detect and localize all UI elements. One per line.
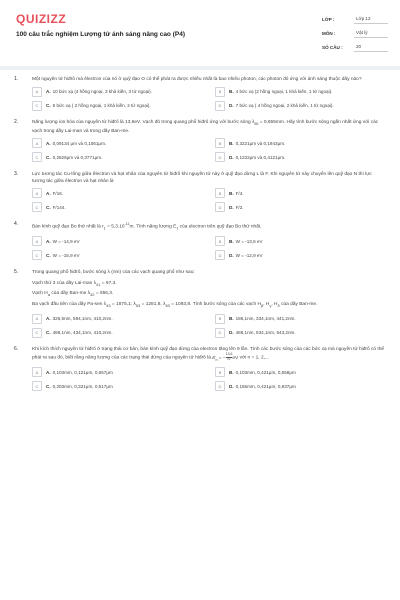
option-text: W = -14,9 eV bbox=[52, 238, 80, 244]
option-checkbox[interactable]: B bbox=[215, 188, 225, 198]
question-number: 4. bbox=[14, 220, 19, 227]
option-letter: D. bbox=[229, 103, 234, 108]
option-letter: A. bbox=[46, 238, 51, 244]
energy-formula: $E_n$ = − $\frac{13,6}{\text{n²}}$ eV bbox=[212, 352, 239, 362]
question-number: 3. bbox=[14, 170, 19, 177]
option-letter: B. bbox=[229, 89, 234, 94]
question-list bbox=[0, 76, 400, 400]
option-checkbox[interactable]: D bbox=[215, 328, 225, 338]
option-c[interactable] bbox=[32, 101, 203, 110]
meta-value: 20 bbox=[354, 42, 388, 52]
option-checkbox[interactable]: A bbox=[32, 87, 42, 97]
option-b[interactable] bbox=[215, 314, 386, 323]
option-b[interactable] bbox=[215, 139, 386, 148]
option-d[interactable] bbox=[215, 153, 386, 162]
meta-row-count bbox=[322, 40, 388, 54]
question-number: 5. bbox=[14, 268, 19, 275]
option-d[interactable] bbox=[215, 101, 386, 110]
option-text: 186,1nm, 334,1nm, 441,2nm. bbox=[235, 316, 296, 322]
question-text: Một nguyên tử hiđrô mà êlectron của nó ở quỹ đạo O có thể phát ra được nhiều nhất là bao nhiêu photon, các photon đó ứng với ánh sáng thuộc dãy nào? bbox=[32, 77, 362, 82]
question-line: Vạch $H_\alpha$ của dãy Ban-me $\lambda_{32} = 656,3$. bbox=[32, 291, 114, 298]
option-text: 0,09134 μm và 0,1061μm. bbox=[52, 140, 107, 146]
question-6 bbox=[0, 346, 400, 390]
option-checkbox[interactable]: C bbox=[32, 328, 42, 338]
option-checkbox[interactable]: B bbox=[215, 367, 225, 377]
option-text: W = -12,9 eV bbox=[235, 252, 263, 258]
option-checkbox[interactable]: A bbox=[32, 236, 42, 246]
option-checkbox[interactable]: D bbox=[215, 250, 225, 260]
answer-options bbox=[32, 368, 386, 391]
option-checkbox[interactable]: B bbox=[215, 314, 225, 324]
option-letter: A. bbox=[46, 89, 51, 94]
option-d[interactable] bbox=[215, 382, 386, 391]
option-text: 0,2626μm và 0,3771μm. bbox=[52, 154, 103, 160]
meta-value: Vật lý bbox=[354, 28, 388, 38]
option-checkbox[interactable]: C bbox=[32, 152, 42, 162]
question-number: 2. bbox=[14, 119, 19, 125]
option-text: 0,103mm, 0,421μm, 0,558μm bbox=[235, 369, 296, 375]
option-b[interactable] bbox=[215, 189, 386, 198]
option-a[interactable] bbox=[32, 237, 203, 246]
option-letter: B. bbox=[229, 238, 234, 244]
quizizz-logo: QUIZIZZ bbox=[16, 12, 67, 26]
meta-label: SỐ CÂU : bbox=[322, 44, 343, 50]
option-c[interactable] bbox=[32, 382, 203, 391]
option-letter: D. bbox=[229, 204, 234, 210]
option-text: F/4. bbox=[235, 190, 244, 196]
option-letter: A. bbox=[46, 316, 51, 322]
option-letter: C. bbox=[46, 154, 51, 160]
option-checkbox[interactable]: D bbox=[215, 381, 225, 391]
option-text: 7 bức xạ ( 4 hồng ngoại, 2 khả kiến, 1 tử ngoại). bbox=[235, 103, 334, 108]
option-checkbox[interactable]: A bbox=[32, 188, 42, 198]
question-line: Ba vạch đầu tiên của dãy Pa-sen $\lambda_{43} = 1875,1$; $\lambda_{53} = 1281,8$, $\lambda_{63} = 1093,8$. Tính bước sóng của các vạch $H_\beta$, $H_\gamma$, $H_\delta$ của dãy Ban-me. bbox=[32, 302, 318, 309]
option-checkbox[interactable]: C bbox=[32, 250, 42, 260]
option-text: 326,5nm, 594,1nm, 410,2nm. bbox=[52, 316, 113, 322]
option-letter: A. bbox=[46, 369, 51, 375]
option-letter: A. bbox=[46, 140, 51, 146]
option-letter: B. bbox=[229, 316, 234, 322]
option-text: 486,1nm, 534,1nm, 643,2nm. bbox=[235, 330, 296, 336]
option-a[interactable] bbox=[32, 87, 203, 96]
option-d[interactable] bbox=[215, 328, 386, 337]
option-letter: C. bbox=[46, 252, 51, 258]
meta-label: MÔN : bbox=[322, 30, 336, 36]
question-line: Vạch thứ 3 của dãy Lai-man $\lambda_{41} = 97,3$. bbox=[32, 280, 117, 287]
option-checkbox[interactable]: C bbox=[32, 381, 42, 391]
option-checkbox[interactable]: D bbox=[215, 152, 225, 162]
page-title: 100 câu trắc nghiệm Lượng tử ánh sáng nâng cao (P4) bbox=[16, 31, 185, 38]
option-checkbox[interactable]: A bbox=[32, 367, 42, 377]
option-a[interactable] bbox=[32, 189, 203, 198]
option-text: 0,203mm, 0,321μm, 0,517μm bbox=[52, 383, 113, 389]
answer-options bbox=[32, 189, 386, 212]
worksheet-header bbox=[0, 0, 400, 66]
option-b[interactable] bbox=[215, 87, 386, 96]
option-text: 5 bức xạ ( 2 hồng ngoại, 1 khả kiến, 2 tử ngoại). bbox=[52, 103, 151, 108]
option-text: 4 bức xạ (2 hồng ngoại, 1 khả kiến, 1 tử ngoại). bbox=[235, 89, 333, 94]
option-a[interactable] bbox=[32, 368, 203, 377]
option-text: 0,1232μm và 0,4121μm. bbox=[235, 154, 286, 160]
question-4 bbox=[0, 221, 400, 260]
option-checkbox[interactable]: B bbox=[215, 87, 225, 97]
question-text: Lực tương tác Cu-lông giữa êlectron và hạt nhân của nguyên tử hiđrô khi nguyên tử này ở quỹ đạo dừng L là F. Khi nguyên tử này chuyển lên quỹ đạo N thì lực tương tác giữa êlectron và hạt nhân là bbox=[32, 171, 372, 184]
option-checkbox[interactable]: D bbox=[215, 202, 225, 212]
option-c[interactable] bbox=[32, 251, 203, 260]
question-text: Bán kính quỹ đạo Bo thứ nhất là $r_1 = 5,3.10^{-11}m$. Tính năng lượng $E_1$ của electron trên quỹ đạo Bo thứ nhất. bbox=[32, 221, 262, 231]
meta-value: Lớp 12 bbox=[354, 14, 388, 24]
option-c[interactable] bbox=[32, 328, 203, 337]
question-5 bbox=[0, 269, 400, 338]
option-letter: D. bbox=[229, 383, 234, 389]
question-text: Trong quang phổ hiđrô, bước sóng λ (nm) của các vạch quang phổ như sau: bbox=[32, 269, 195, 275]
option-letter: B. bbox=[229, 369, 234, 375]
option-checkbox[interactable]: D bbox=[215, 101, 225, 111]
option-c[interactable] bbox=[32, 153, 203, 162]
option-text: W = -13,6 eV bbox=[235, 238, 263, 244]
question-1 bbox=[0, 76, 400, 110]
option-text: F/2. bbox=[235, 204, 244, 210]
option-text: 0,3221μm và 0,1943μm. bbox=[235, 140, 286, 146]
option-text: 10 bức xạ (4 hồng ngoại, 3 khả kiến, 3 tử ngoại). bbox=[52, 89, 152, 94]
answer-options bbox=[32, 314, 386, 337]
question-text: Khi kích thích nguyên tử hiđrô ở trạng thái cơ bản, bán kính quỹ đạo dừng của electron tăng lên 9 lần. Tính các bước sóng của các bức xạ mà nguyên tử hiđrô có thể phát ra sau đó, biết rằng năng lượng của các trạng thái dừng của nguyên tử hiđrô là $E_n$ = − $\frac{13,6}{\text{n²}}$ eV với n = 1, 2,... bbox=[32, 347, 385, 362]
option-letter: B. bbox=[229, 190, 234, 196]
option-letter: D. bbox=[229, 330, 234, 336]
meta-label: LỚP : bbox=[322, 16, 335, 22]
option-letter: D. bbox=[229, 252, 234, 258]
question-number: 1. bbox=[14, 76, 19, 82]
question-3 bbox=[0, 171, 400, 212]
option-letter: C. bbox=[46, 204, 51, 210]
option-checkbox[interactable]: C bbox=[32, 202, 42, 212]
option-checkbox[interactable]: B bbox=[215, 138, 225, 148]
answer-options bbox=[32, 87, 386, 110]
option-letter: C. bbox=[46, 383, 51, 389]
meta-row-class bbox=[322, 12, 388, 26]
header-divider bbox=[0, 66, 400, 70]
option-d[interactable] bbox=[215, 203, 386, 212]
option-text: 0,155mm, 0,421μm, 0,837μm bbox=[235, 383, 296, 389]
option-b[interactable] bbox=[215, 237, 386, 246]
option-letter: C. bbox=[46, 103, 51, 108]
option-text: F/16. bbox=[52, 190, 64, 196]
option-text: 0,103mm, 0,121μm, 0,657μm bbox=[52, 369, 113, 375]
option-text: F/144. bbox=[52, 204, 66, 210]
option-letter: D. bbox=[229, 154, 234, 160]
meta-row-subject bbox=[322, 26, 388, 40]
meta-panel bbox=[322, 12, 388, 54]
option-a[interactable] bbox=[32, 139, 203, 148]
option-checkbox[interactable]: B bbox=[215, 236, 225, 246]
option-letter: C. bbox=[46, 330, 51, 336]
option-letter: A. bbox=[46, 190, 51, 196]
option-a[interactable] bbox=[32, 314, 203, 323]
question-2 bbox=[0, 119, 400, 162]
question-text: Năng lượng ion hóa của nguyên tử hiđrô là 13,6eV. Vạch đỏ trong quang phổ hiđrô ứng với bước sóng $\lambda_{đỏ} = 0,655mm$. Hãy tính bước sóng ngắn nhất ứng với các vạch trong dãy Lai-man và trong dãy Ban-me. bbox=[32, 120, 379, 134]
answer-options bbox=[32, 139, 386, 162]
option-b[interactable] bbox=[215, 368, 386, 377]
option-checkbox[interactable]: A bbox=[32, 314, 42, 324]
option-text: 486,1nm, 434,1nm, 410,2nm. bbox=[52, 330, 113, 336]
answer-options bbox=[32, 237, 386, 260]
option-c[interactable] bbox=[32, 203, 203, 212]
option-d[interactable] bbox=[215, 251, 386, 260]
option-letter: B. bbox=[229, 140, 234, 146]
option-text: W = -15,9 eV bbox=[52, 252, 80, 258]
option-checkbox[interactable]: C bbox=[32, 101, 42, 111]
option-checkbox[interactable]: A bbox=[32, 138, 42, 148]
question-number: 6. bbox=[14, 346, 19, 353]
